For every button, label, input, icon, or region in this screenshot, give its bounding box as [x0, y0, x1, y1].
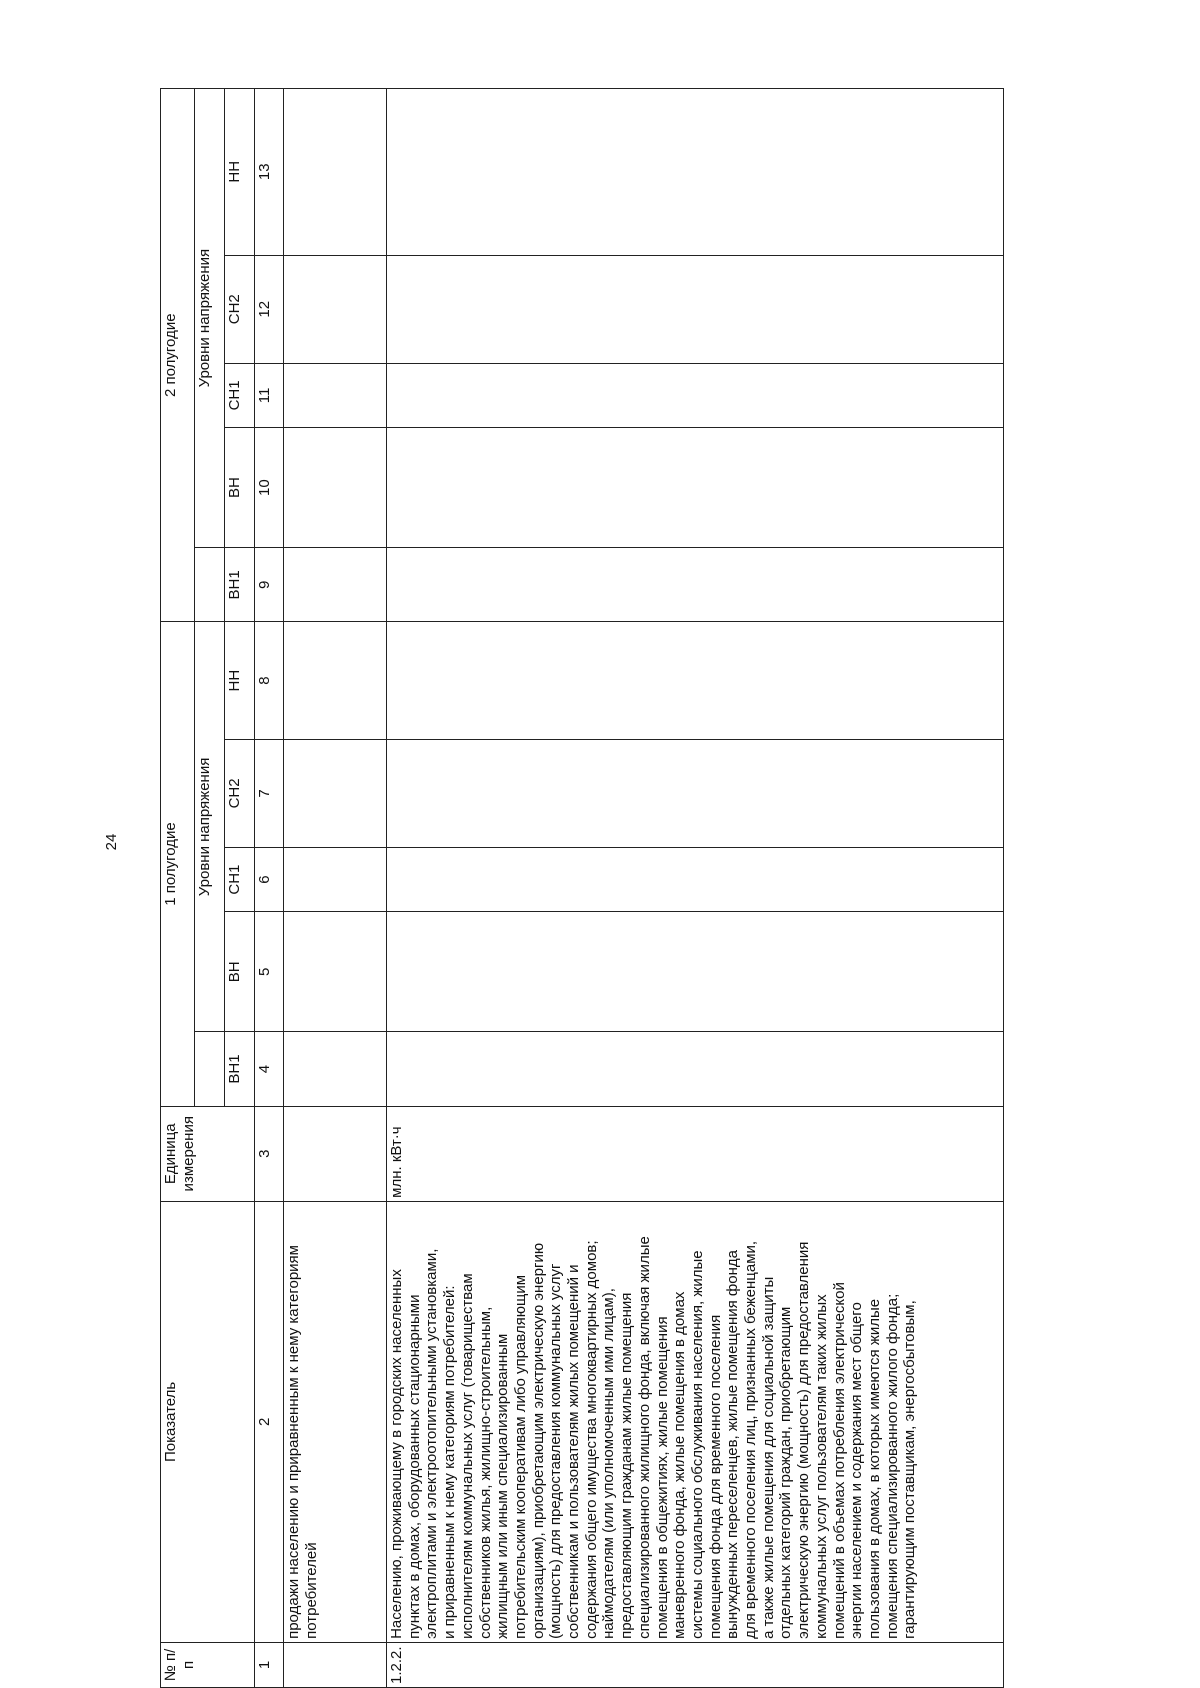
col-num-7: 7	[255, 739, 284, 847]
col-num-4: 4	[255, 1032, 284, 1106]
col-num-9: 9	[255, 548, 284, 622]
column-number-row	[255, 89, 284, 1688]
page-number: 24	[103, 833, 120, 851]
row-num: 1.2.2.	[387, 1642, 1004, 1687]
document-table-rotated	[160, 88, 1082, 1688]
header-num: № п/п	[161, 1642, 255, 1687]
col-num-8: 8	[255, 622, 284, 739]
header-half2: 2 полугодие	[161, 89, 195, 622]
level-sn1-h2: СН1	[225, 363, 255, 427]
row-unit	[284, 1106, 387, 1201]
row-num	[284, 1642, 387, 1687]
header-indicator: Показатель	[161, 1201, 255, 1642]
level-nn-h2: НН	[225, 89, 255, 256]
col-num-3: 3	[255, 1106, 284, 1201]
tariff-table	[160, 88, 1004, 1688]
level-sn1-h1: СН1	[225, 848, 255, 912]
level-nn-h1: НН	[225, 622, 255, 739]
level-vn-h2: ВН	[225, 427, 255, 547]
col-num-5: 5	[255, 912, 284, 1032]
row-text: продажи населению и приравненным к нему категориям потребителей	[284, 1201, 387, 1642]
table-row	[387, 89, 1004, 1688]
header-voltage-levels-2: Уровни напряжения	[195, 89, 225, 548]
level-vn1-h2: ВН1	[225, 548, 255, 622]
header-half1: 1 полугодие	[161, 622, 195, 1106]
col-num-10: 10	[255, 427, 284, 547]
level-sn2-h2: СН2	[225, 255, 255, 363]
header-voltage-levels-1: Уровни напряжения	[195, 622, 225, 1032]
row-text: Населению, проживающему в городских населенных пунктах в домах, оборудованных стационарными электроплитами и электроотопительными установками, и приравненным к нему категориям потребителей: исполнителям коммунальных услуг (товариществам собственников жилья, жилищно-строительным, жилищным или иным специализированным потребительским кооперативам либо управляющим организациям), приобретающим электрическую энергию (мощность) для предоставления коммунальных услуг собственникам и пользователям жилых помещений и содержания общего имущества многоквартирных домов; наймодателям (или уполномоченным ими лицам), предоставляющим гражданам жилые помещения специализированного жилищного фонда, включая жилые помещения в общежитиях, жилые помещения маневренного фонда, жилые помещения в домах системы социального обслуживания населения, жилые помещения фонда для временного поселения вынужденных переселенцев, жилые помещения фонда для временного поселения лиц, признанных беженцами, а также жилые помещения для социальной защиты отдельных категорий граждан, приобретающим электрическую энергию (мощность) для предоставления коммунальных услуг пользователям таких жилых помещений в объемах потребления электрической энергии населением и содержания мест общего пользования в домах, в которых имеются жилые помещения специализированного жилого фонда; гарантирующим поставщикам, энергосбытовым,	[387, 1201, 1004, 1642]
header-unit: Единица измерения	[161, 1106, 255, 1201]
col-num-1: 1	[255, 1642, 284, 1687]
level-vn-h1: ВН	[225, 912, 255, 1032]
level-sn2-h1: СН2	[225, 739, 255, 847]
col-num-2: 2	[255, 1201, 284, 1642]
col-num-11: 11	[255, 363, 284, 427]
level-vn1-h1: ВН1	[225, 1032, 255, 1106]
col-num-12: 12	[255, 255, 284, 363]
row-unit: млн. кВт·ч	[387, 1106, 1004, 1201]
col-num-13: 13	[255, 89, 284, 256]
table-row	[284, 89, 387, 1688]
col-num-6: 6	[255, 848, 284, 912]
